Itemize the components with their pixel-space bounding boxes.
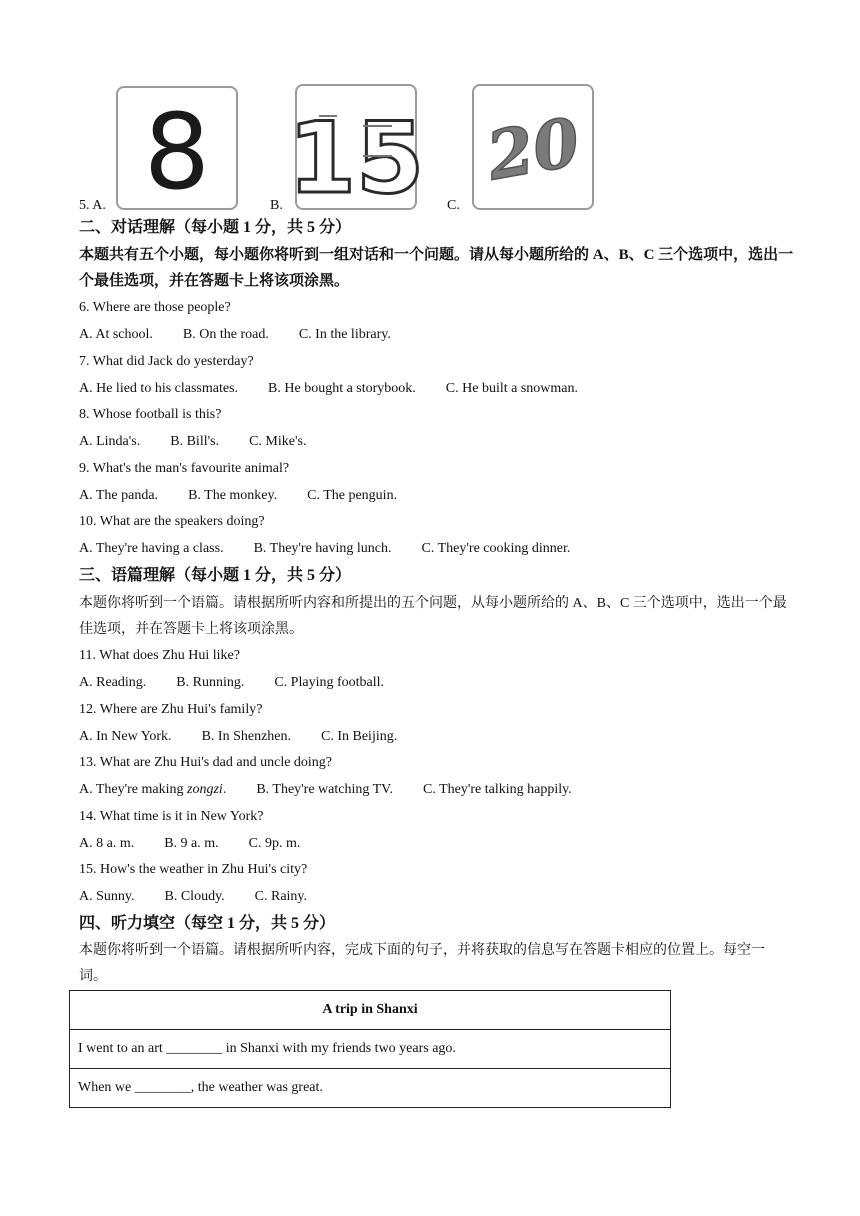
q5-label-a: 5. A. — [79, 198, 106, 213]
option: C. In Beijing. — [321, 729, 398, 744]
question-15-options — [79, 887, 307, 907]
trip-table-row: When we ________, the weather was great. — [70, 1069, 671, 1108]
option: C. Rainy. — [254, 889, 308, 904]
option: C. In the library. — [298, 327, 391, 342]
section3-title: 三、语篇理解（每小题 1 分，共 5 分） — [79, 567, 352, 584]
option: B. They're having lunch. — [253, 541, 392, 556]
trip-table-header: A trip in Shanxi — [70, 991, 671, 1030]
q5-label-b: B. — [270, 198, 283, 213]
option: B. Bill's. — [170, 434, 220, 449]
svg-text:8: 8 — [143, 91, 211, 213]
option: C. 9p. m. — [248, 836, 301, 851]
option: C. They're cooking dinner. — [421, 541, 571, 556]
q5-label-c: C. — [447, 198, 460, 213]
question-13-options — [79, 780, 572, 800]
option: B. Cloudy. — [164, 889, 225, 904]
option: B. On the road. — [182, 327, 269, 342]
question-7: 7. What did Jack do yesterday? — [79, 354, 254, 369]
option: B. He bought a storybook. — [268, 381, 416, 396]
option: A. Reading. — [79, 675, 147, 690]
number-20-picture — [474, 86, 592, 208]
option: A. They're making zongzi. — [79, 782, 227, 797]
question-6-options — [79, 325, 391, 345]
option: C. Playing football. — [274, 675, 385, 690]
question-9: 9. What's the man's favourite animal? — [79, 461, 290, 476]
question-7-options — [79, 379, 578, 399]
question-11-options — [79, 673, 384, 693]
option: A. In New York. — [79, 729, 172, 744]
svg-text:15: 15 — [287, 102, 425, 216]
question-14: 14. What time is it in New York? — [79, 809, 264, 824]
question-13: 13. What are Zhu Hui's dad and uncle doing? — [79, 755, 333, 770]
question-14-options — [79, 834, 300, 854]
question-9-options — [79, 486, 397, 506]
question-6: 6. Where are those people? — [79, 300, 231, 315]
option: A. Linda's. — [79, 434, 141, 449]
option: C. They're talking happily. — [422, 782, 572, 797]
question-10: 10. What are the speakers doing? — [79, 514, 265, 529]
question-8-options — [79, 432, 306, 452]
option: A. He lied to his classmates. — [79, 381, 239, 396]
section2-title: 二、对话理解（每小题 1 分，共 5 分） — [79, 219, 352, 236]
option: A. They're having a class. — [79, 541, 224, 556]
option: C. The penguin. — [307, 488, 398, 503]
option: A. 8 a. m. — [79, 836, 135, 851]
number-8-picture — [118, 88, 236, 213]
option: B. 9 a. m. — [164, 836, 219, 851]
number-15-picture — [287, 86, 425, 216]
option-b-image-15 — [287, 84, 425, 216]
option: B. In Shenzhen. — [201, 729, 291, 744]
question-15: 15. How's the weather in Zhu Hui's city? — [79, 862, 308, 877]
option: C. He built a snowman. — [445, 381, 579, 396]
option: C. Mike's. — [249, 434, 307, 449]
question-10-options — [79, 539, 570, 559]
question-12-options — [79, 727, 397, 747]
trip-table-row: I went to an art ________ in Shanxi with my friends two years ago. — [70, 1030, 671, 1069]
section4-instruction: 本题你将听到一个语篇。请根据所听内容，完成下面的句子，并将获取的信息写在答题卡相应的位置上。每空一词。 — [79, 943, 765, 984]
option: A. Sunny. — [79, 889, 135, 904]
option: B. Running. — [176, 675, 245, 690]
option: A. The panda. — [79, 488, 159, 503]
option: B. The monkey. — [188, 488, 278, 503]
option-c-image-20 — [472, 84, 594, 210]
option-a-image-8 — [116, 86, 238, 213]
question-11: 11. What does Zhu Hui like? — [79, 648, 240, 663]
trip-table — [69, 990, 671, 1108]
svg-text:20: 20 — [481, 102, 586, 196]
section4-title: 四、听力填空（每空 1 分，共 5 分） — [79, 915, 336, 932]
option: B. They're watching TV. — [256, 782, 393, 797]
section2-instruction: 本题共有五个小题，每小题你将听到一组对话和一个问题。请从每小题所给的 A、B、C 三个选项中，选出一个最佳选项，并在答题卡上将该项涂黑。 — [79, 247, 794, 289]
question-12: 12. Where are Zhu Hui's family? — [79, 702, 263, 717]
question-8: 8. Whose football is this? — [79, 407, 222, 422]
section3-instruction: 本题你将听到一个语篇。请根据所听内容和所提出的五个问题，从每小题所给的 A、B、C 三个选项中，选出一个最佳选项，并在答题卡上将该项涂黑。 — [79, 596, 787, 637]
option: A. At school. — [79, 327, 153, 342]
